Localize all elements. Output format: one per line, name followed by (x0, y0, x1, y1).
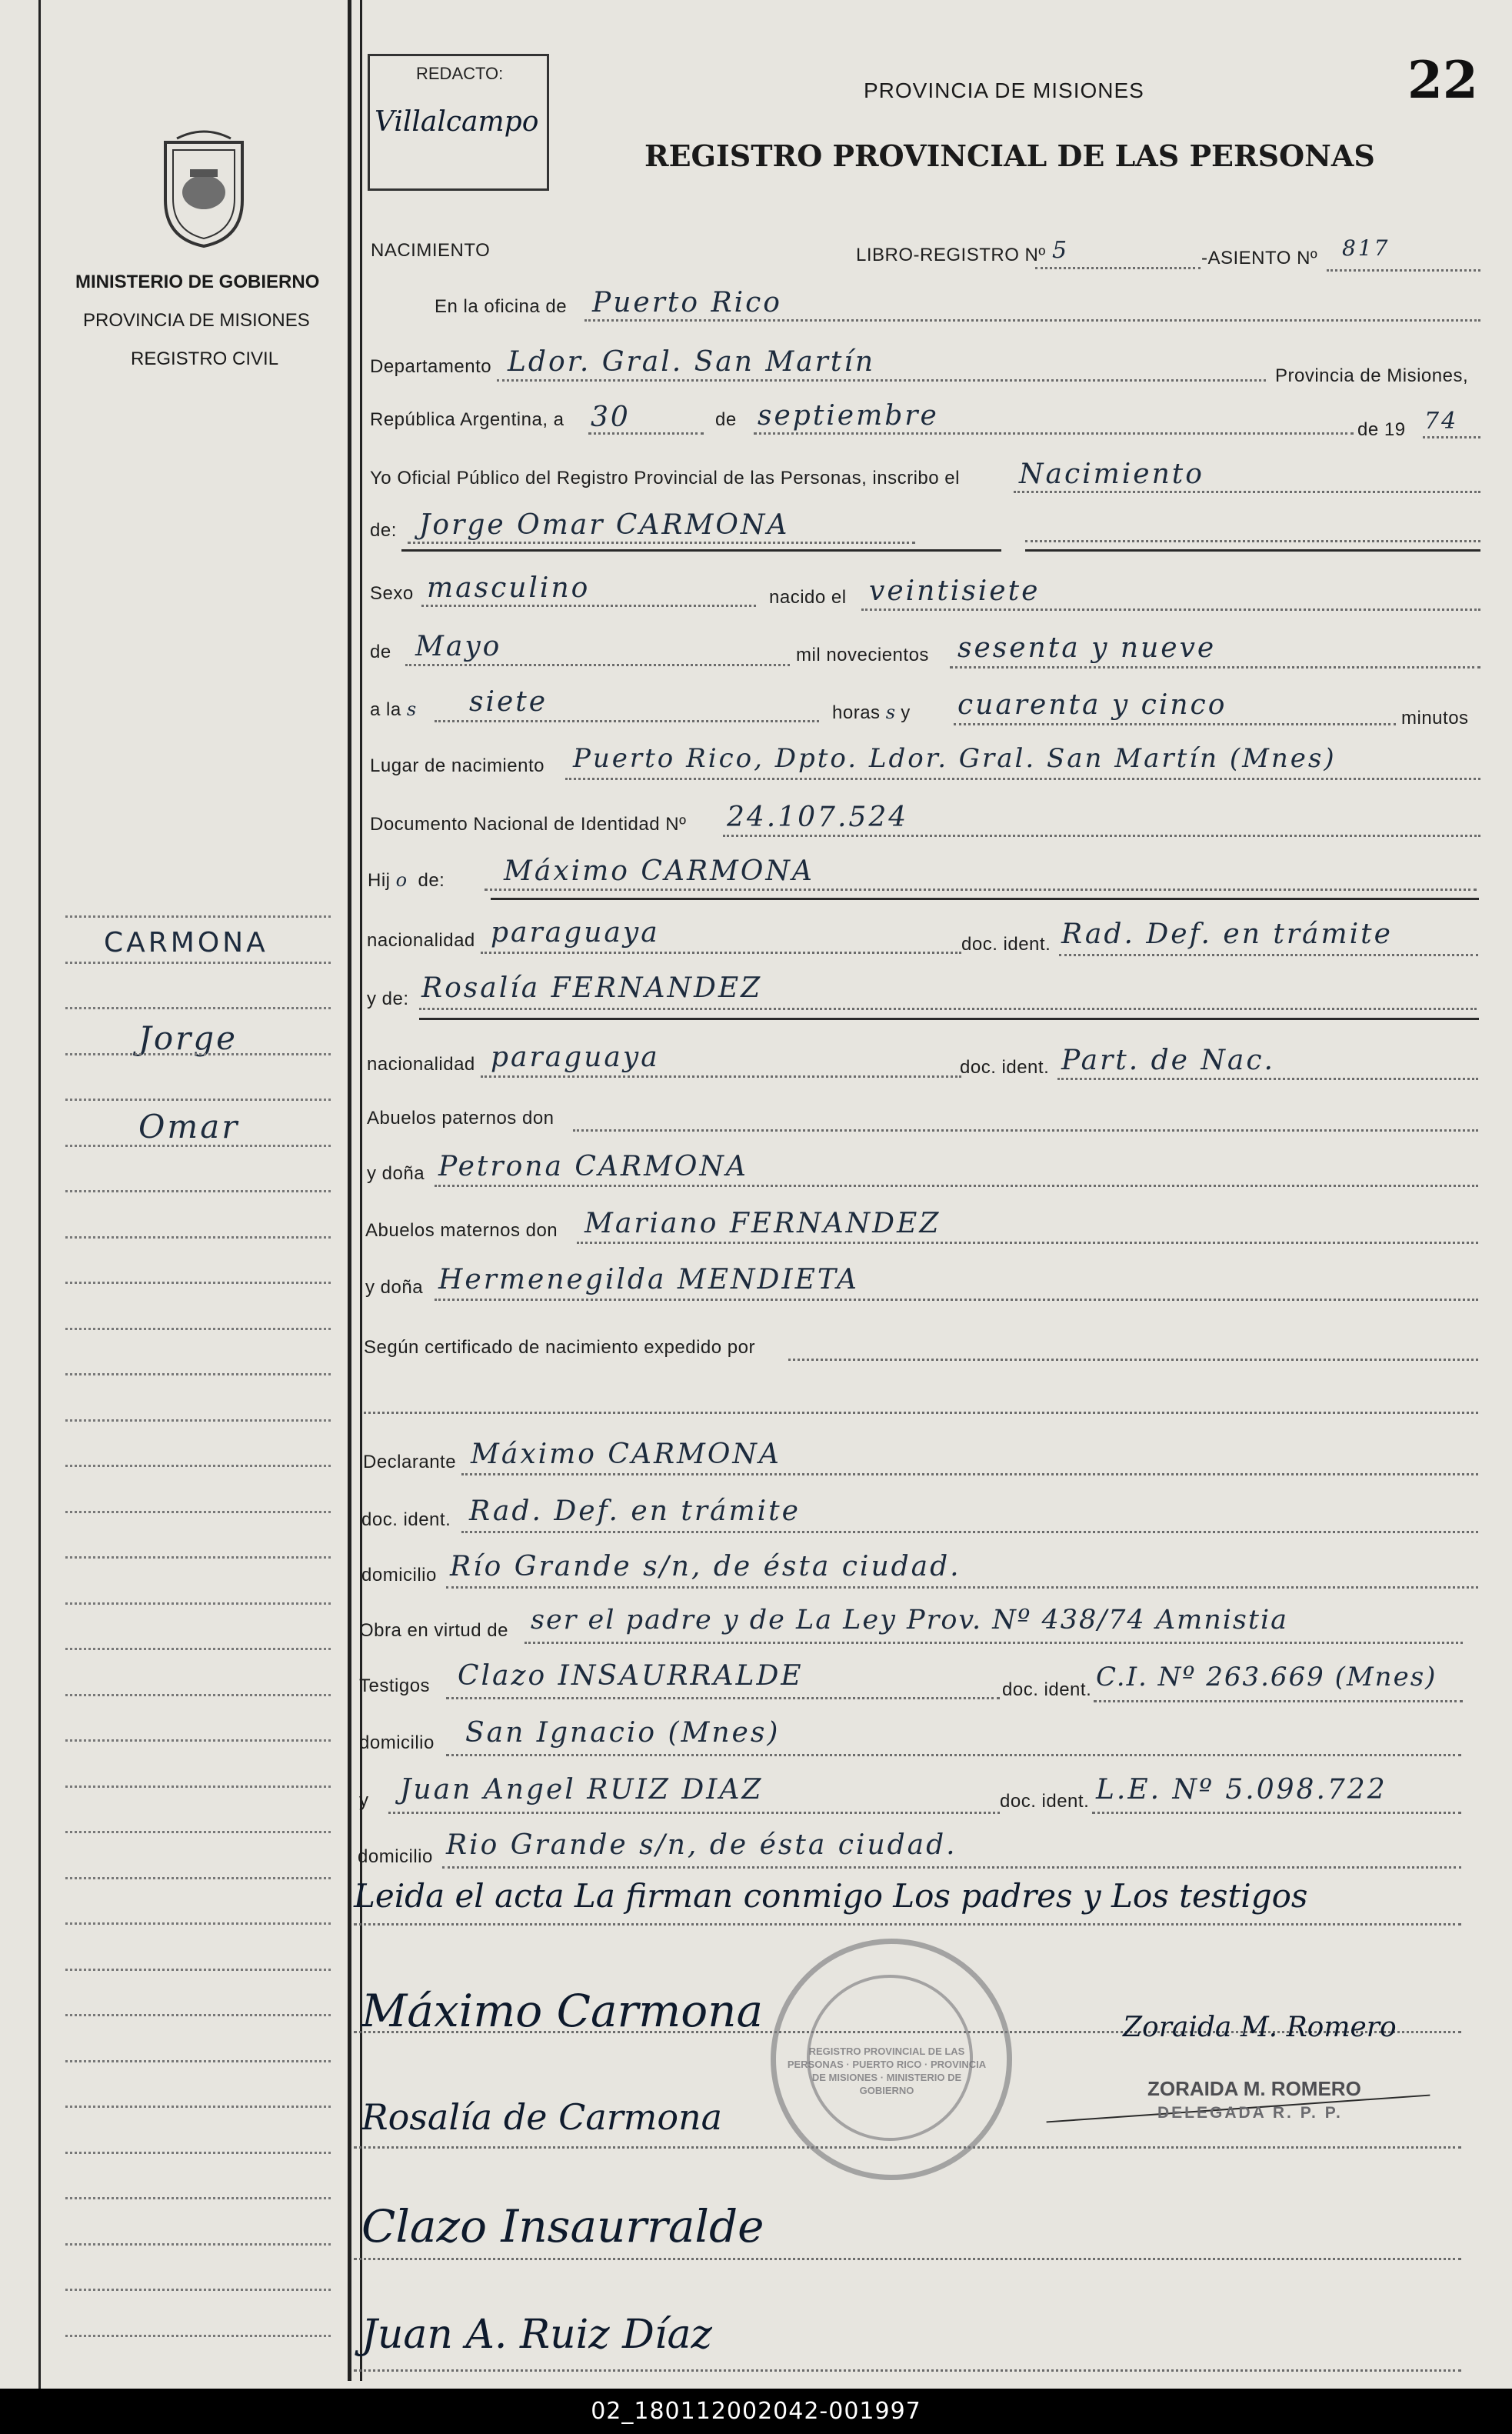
de-name-label: de: (370, 520, 397, 541)
margin-ruled-line (65, 1877, 331, 1879)
declarante-doc-value: Rad. Def. en trámite (469, 1495, 801, 1527)
abuela-materna-value: Hermenegilda MENDIETA (438, 1264, 859, 1295)
father-nat-label: nacionalidad (367, 930, 475, 951)
province-title: PROVINCIA DE MISIONES (864, 78, 1144, 102)
testigo2-value: Juan Angel RUIZ DIAZ (400, 1774, 764, 1805)
margin-divider (348, 0, 351, 2381)
margin-ruled-line (65, 1419, 331, 1422)
margin-ruled-line (65, 1007, 331, 1009)
signature-mother: Rosalía de Carmona (361, 2096, 723, 2138)
republica-label: República Argentina, a (370, 409, 565, 430)
testigos-label: Testigos (359, 1675, 431, 1696)
margin-ruled-line (65, 2014, 331, 2016)
margin-ruled-line (65, 1785, 331, 1788)
margin-ruled-line (65, 1831, 331, 1833)
seal-text: REGISTRO PROVINCIAL DE LAS PERSONAS · PUERTO RICO · PROVINCIA DE MISIONES · MINISTERIO DE GOBIERNO (787, 2046, 987, 2096)
signature-witness2: Juan A. Ruiz Díaz (361, 2312, 712, 2358)
yo-oficial-label: Yo Oficial Público del Registro Provincial de las Personas, inscribo el (370, 468, 960, 488)
margin-ruled-line (65, 2106, 331, 2108)
signature-father: Máximo Carmona (361, 1985, 764, 2037)
dni-value: 24.107.524 (727, 802, 909, 833)
abuela-paterna-value: Petrona CARMONA (438, 1151, 748, 1182)
margin-ruled-line (65, 2243, 331, 2246)
horas-label (832, 702, 911, 724)
y-dona-materna-label: y doña (365, 1277, 424, 1298)
mother-value: Rosalía FERNANDEZ (421, 972, 763, 1004)
margin-ruled-line (65, 962, 331, 964)
testigo1-doc-label: doc. ident. (1002, 1679, 1092, 1700)
year-value: 74 (1424, 408, 1459, 435)
y-witness-label: y (359, 1790, 369, 1811)
margin-ruled-line (65, 1053, 331, 1055)
margin-ruled-line (65, 1922, 331, 1925)
lugar-label: Lugar de nacimiento (370, 755, 545, 776)
y-dona-paterna-label: y doña (367, 1163, 425, 1184)
main-title: REGISTRO PROVINCIAL DE LAS PERSONAS (644, 138, 1375, 173)
margin-ruled-line (65, 1145, 331, 1147)
margin-ruled-line (65, 2152, 331, 2154)
official-stamp-name: ZORAIDA M. ROMERO (1147, 2077, 1361, 2100)
declarante-doc-label: doc. ident. (361, 1509, 451, 1530)
inscribo-value: Nacimiento (1019, 458, 1204, 490)
redacto-label: REDACTO: (416, 64, 504, 83)
margin-middle-name: Omar (138, 1108, 240, 1145)
testigo1-value: Clazo INSAURRALDE (458, 1660, 804, 1692)
provincia-label: Provincia de Misiones, (1275, 365, 1469, 386)
father-value: Máximo CARMONA (504, 855, 814, 887)
oficina-value: Puerto Rico (592, 287, 782, 318)
hij-label (368, 869, 445, 892)
testigo1-dom-value: San Ignacio (Mnes) (465, 1717, 781, 1749)
de-month-label: de (370, 642, 391, 662)
y-text: y (901, 702, 911, 723)
margin-ruled-line (65, 1236, 331, 1239)
declarante-dom-label: domicilio (361, 1565, 437, 1585)
sexo-label: Sexo (370, 583, 414, 604)
declarante-dom-value: Río Grande s/n, de ésta ciudad. (450, 1551, 961, 1582)
nacido-year-value: sesenta y nueve (957, 632, 1217, 664)
signature-official: Zoraida M. Romero (1123, 2012, 1397, 2043)
misiones-emblem-icon (150, 123, 258, 254)
margin-ruled-line (65, 1282, 331, 1284)
minutos-label: minutos (1401, 708, 1469, 729)
asiento-label: -ASIENTO Nº (1201, 248, 1318, 268)
registry-label: REGISTRO CIVIL (131, 348, 279, 369)
de-label: de (715, 409, 737, 430)
margin-ruled-line (65, 915, 331, 918)
margin-ruled-line (65, 1373, 331, 1375)
testigo2-dom-label: domicilio (358, 1846, 433, 1867)
margin-ruled-line (65, 2335, 331, 2337)
asiento-value: 817 (1342, 235, 1390, 261)
province-label: PROVINCIA DE MISIONES (83, 310, 310, 331)
hour-value: siete (469, 686, 548, 718)
margin-ruled-line (65, 1328, 331, 1330)
act-type-label: NACIMIENTO (371, 240, 491, 261)
father-doc-label: doc. ident. (961, 934, 1051, 955)
margin-ruled-line (65, 1648, 331, 1650)
hij-de-text: de: (418, 870, 445, 891)
documento-label: Documento Nacional de Identidad Nº (370, 814, 687, 835)
departamento-label: Departamento (370, 356, 492, 377)
margin-ruled-line (65, 1556, 331, 1559)
margin-surname: CARMONA (104, 927, 268, 959)
mother-nat-label: nacionalidad (367, 1054, 475, 1075)
margin-ruled-line (65, 1511, 331, 1513)
margin-ruled-line (65, 1694, 331, 1696)
margin-ruled-line (65, 1739, 331, 1742)
margin-ruled-line (65, 1190, 331, 1192)
de-year-label: de 19 (1357, 419, 1406, 440)
testigo2-dom-value: Rio Grande s/n, de ésta ciudad. (446, 1829, 957, 1861)
abuelos-maternos-label: Abuelos maternos don (365, 1220, 558, 1241)
obra-label: Obra en virtud de (359, 1620, 508, 1641)
outer-left-border (38, 0, 41, 2389)
testigo2-doc-label: doc. ident. (1000, 1791, 1090, 1812)
nacido-label: nacido el (769, 587, 847, 608)
margin-ruled-line (65, 2289, 331, 2291)
nacido-month-value: Mayo (415, 631, 502, 662)
signature-witness1: Clazo Insaurralde (361, 2200, 764, 2252)
mother-doc-label: doc. ident. (960, 1057, 1050, 1078)
margin-ruled-line (65, 1099, 331, 1101)
horas-suffix: s (885, 702, 896, 723)
declarante-label: Declarante (363, 1452, 457, 1472)
testigo2-doc-value: L.E. Nº 5.098.722 (1096, 1774, 1387, 1805)
y-de-label: y de: (367, 989, 409, 1009)
abuelo-materno-value: Mariano FERNANDEZ (584, 1208, 941, 1239)
minutes-value: cuarenta y cinco (957, 689, 1227, 721)
oficina-label: En la oficina de (435, 296, 568, 317)
leida-text: Leida el acta La firman conmigo Los padres y Los testigos (354, 1877, 1308, 1915)
father-nat-value: paraguaya (491, 917, 660, 949)
lugar-value: Puerto Rico, Dpto. Ldor. Gral. San Martín (Mnes) (573, 743, 1337, 774)
alas-label (370, 699, 416, 721)
hij-text: Hij (368, 870, 391, 891)
alas-suffix: s (406, 699, 417, 720)
day-value: 30 (591, 402, 631, 433)
month-value: septiembre (758, 400, 939, 432)
page-number: 22 (1407, 50, 1478, 110)
sexo-value: masculino (427, 572, 591, 604)
hij-suffix: o (395, 869, 408, 891)
libro-label: LIBRO-REGISTRO Nº (856, 245, 1046, 265)
margin-first-name: Jorge (138, 1019, 238, 1057)
testigo1-doc-value: C.I. Nº 263.669 (Mnes) (1096, 1662, 1437, 1692)
margin-ruled-line (65, 1465, 331, 1467)
ministry-label: MINISTERIO DE GOBIERNO (75, 272, 320, 292)
departamento-value: Ldor. Gral. San Martín (508, 346, 876, 378)
libro-value: 5 (1052, 237, 1070, 264)
redacto-signature: Villalcampo (375, 106, 539, 138)
official-stamp-role: DELEGADA R. P. P. (1157, 2104, 1343, 2122)
margin-ruled-line (65, 1969, 331, 1971)
margin-ruled-line (65, 1602, 331, 1605)
father-doc-value: Rad. Def. en trámite (1061, 919, 1393, 950)
nacido-day-value: veintisiete (869, 575, 1041, 607)
mil-label: mil novecientos (796, 645, 929, 665)
redacto-box (368, 54, 549, 191)
segun-label: Según certificado de nacimiento expedido por (364, 1337, 755, 1358)
horas-text: horas (832, 702, 881, 723)
alas-text: a la (370, 699, 401, 720)
testigo1-dom-label: domicilio (359, 1732, 435, 1753)
obra-value: ser el padre y de La Ley Prov. Nº 438/74 Amnistia (531, 1605, 1289, 1635)
registered-name-value: Jorge Omar CARMONA (419, 509, 790, 541)
mother-doc-value: Part. de Nac. (1061, 1045, 1275, 1076)
margin-ruled-line (65, 2060, 331, 2062)
abuelos-paternos-label: Abuelos paternos don (367, 1108, 555, 1129)
margin-ruled-line (65, 2197, 331, 2199)
image-footer-code: 02_180112002042-001997 (0, 2389, 1512, 2434)
declarante-value: Máximo CARMONA (471, 1439, 781, 1470)
mother-nat-value: paraguaya (491, 1042, 660, 1073)
